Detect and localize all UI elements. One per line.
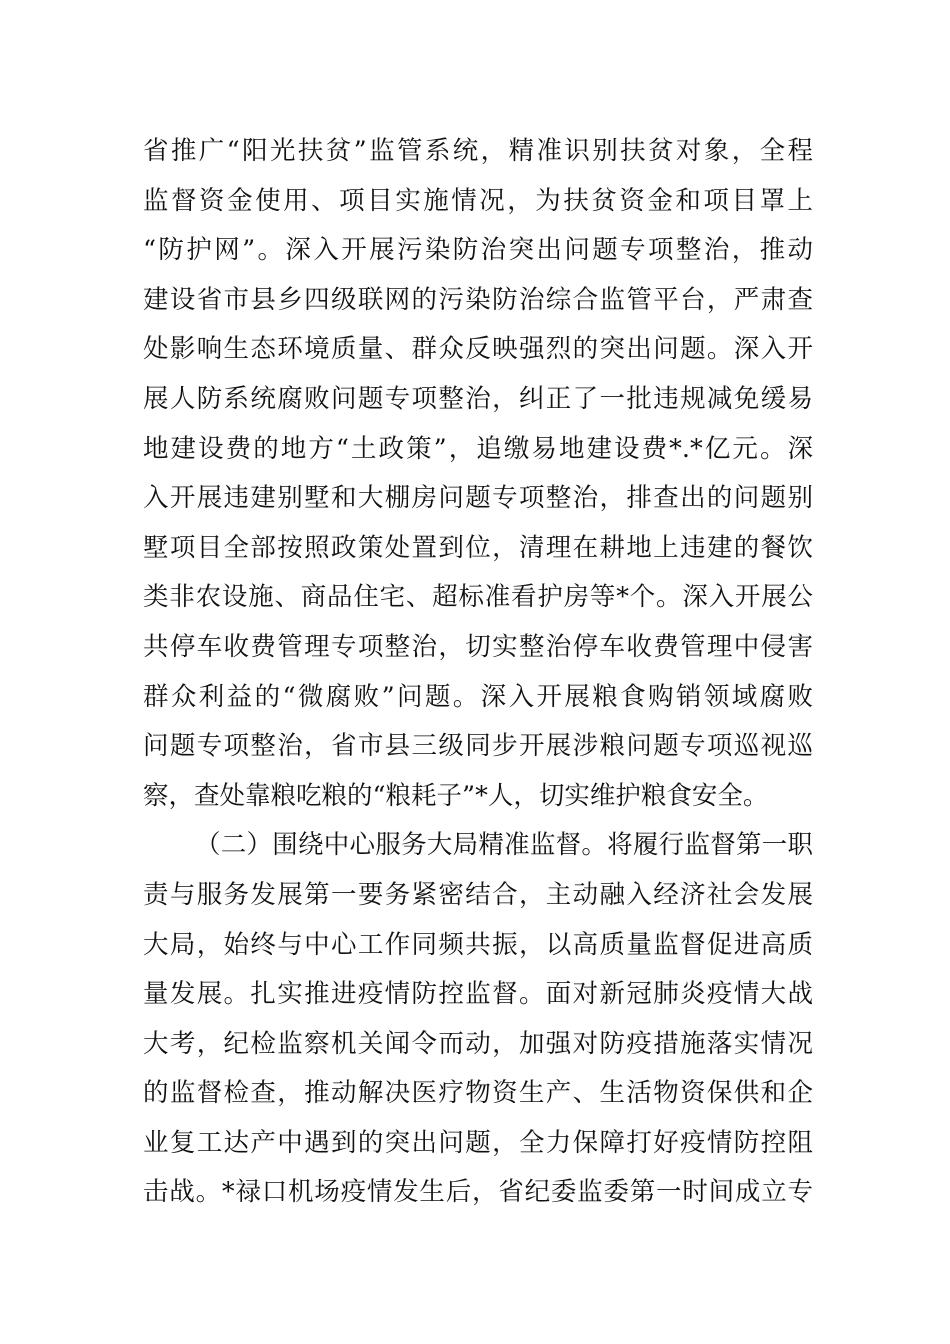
text-line: 大考，纪检监察机关闻令而动，加强对防疫措施落实情况 <box>143 1028 813 1059</box>
text-line: 群众利益的“微腐败”问题。深入开展粮食购销领域腐败 <box>143 681 813 712</box>
text-line: 共停车收费管理专项整治，切实整治停车收费管理中侵害 <box>143 631 813 662</box>
text-line: 监督资金使用、项目实施情况，为扶贫资金和项目罩上 <box>143 185 813 216</box>
text-line: 责与服务发展第一要务紧密结合，主动融入经济社会发展 <box>143 879 813 910</box>
text-line: 建设省市县乡四级联网的污染防治综合监管平台，严肃查 <box>143 284 813 315</box>
text-line: “防护网”。深入开展污染防治突出问题专项整治，推动 <box>143 235 813 266</box>
text-line: 的监督检查，推动解决医疗物资生产、生活物资保供和企 <box>143 1078 813 1109</box>
text-line: 察，查处靠粮吃粮的“粮耗子”*人，切实维护粮食安全。 <box>143 780 769 811</box>
body-text <box>143 127 813 1218</box>
text-line: 省推广“阳光扶贫”监管系统，精准识别扶贫对象，全程 <box>143 136 813 166</box>
text-line: 入开展违建别墅和大棚房问题专项整治，排查出的问题别 <box>143 483 813 514</box>
text-line: 大局，始终与中心工作同频共振，以高质量监督促进高质 <box>143 929 813 960</box>
section-heading-line: （二）围绕中心服务大局精准监督。将履行监督第一职 <box>195 830 813 861</box>
text-line: 业复工达产中遇到的突出问题，全力保障打好疫情防控阻 <box>143 1127 813 1158</box>
text-line: 处影响生态环境质量、群众反映强烈的突出问题。深入开 <box>143 334 813 365</box>
text-line: 墅项目全部按照政策处置到位，清理在耕地上违建的餐饮 <box>143 532 813 563</box>
text-line: 量发展。扎实推进疫情防控监督。面对新冠肺炎疫情大战 <box>143 979 813 1010</box>
text-line: 问题专项整治，省市县三级同步开展涉粮问题专项巡视巡 <box>143 731 813 762</box>
text-line: 地建设费的地方“土政策”，追缴易地建设费*.*亿元。深 <box>143 433 813 464</box>
text-line: 类非农设施、商品住宅、超标准看护房等*个。深入开展公 <box>143 582 813 613</box>
text-line: 展人防系统腐败问题专项整治，纠正了一批违规减免缓易 <box>143 383 813 414</box>
text-line: 击战。*禄口机场疫情发生后，省纪委监委第一时间成立专 <box>143 1177 813 1208</box>
